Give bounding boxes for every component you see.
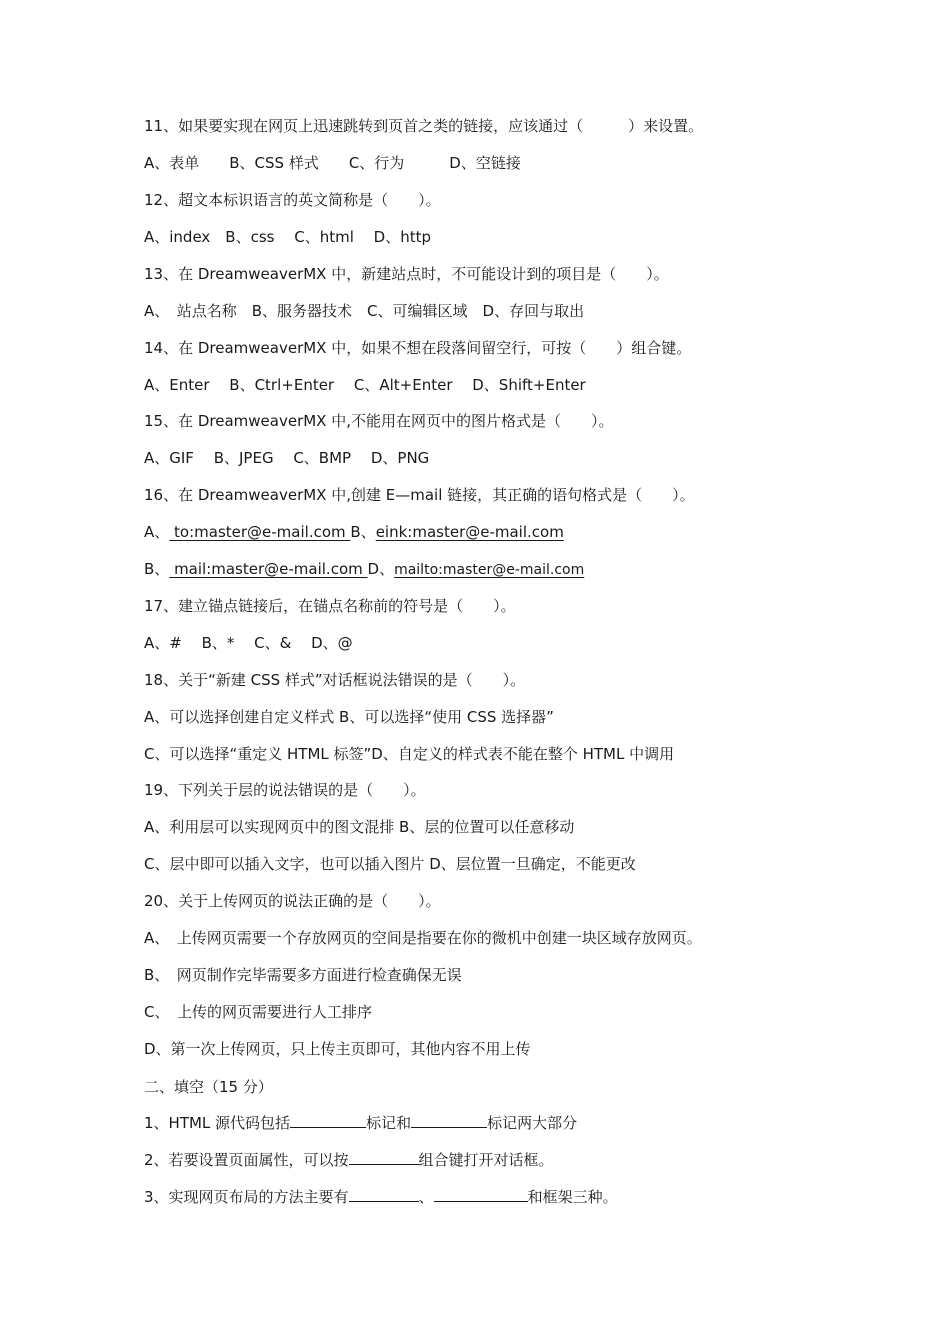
question-18-options-1: A、可以选择创建自定义样式 B、可以选择“使用 CSS 选择器” (144, 708, 554, 726)
question-12-stem: 12、超文本标识语言的英文简称是（ ）。 (144, 191, 441, 209)
question-20-option-d: D、第一次上传网页，只上传主页即可，其他内容不用上传 (144, 1040, 531, 1058)
option-d-prefix: D、 (367, 560, 395, 578)
question-13-options: A、 站点名称 B、服务器技术 C、可编辑区域 D、存回与取出 (144, 302, 585, 320)
question-17-stem: 17、建立锚点链接后，在锚点名称前的符号是（ ）。 (144, 597, 516, 615)
question-19-stem: 19、下列关于层的说法错误的是（ ）。 (144, 781, 426, 799)
question-20-option-a: A、 上传网页需要一个存放网页的空间是指要在你的微机中创建一块区域存放网页。 (144, 929, 702, 947)
question-11-options: A、表单 B、CSS 样式 C、行为 D、空链接 (144, 154, 521, 172)
question-15-options: A、GIF B、JPEG C、BMP D、PNG (144, 449, 430, 467)
fill-2-text-2: 组合键打开对话框。 (418, 1151, 554, 1169)
question-19-options-2: C、层中即可以插入文字，也可以插入图片 D、层位置一旦确定，不能更改 (144, 855, 636, 873)
question-11-stem: 11、如果要实现在网页上迅速跳转到页首之类的链接，应该通过（ ）来设置。 (144, 117, 704, 135)
fill-question-2 (144, 1149, 554, 1170)
fill-1-text-2: 标记和 (366, 1114, 412, 1132)
option-d-email: mailto:master@e-mail.com (394, 562, 585, 578)
question-18-options-2: C、可以选择“重定义 HTML 标签”D、自定义的样式表不能在整个 HTML 中调用 (144, 745, 675, 763)
question-20-option-c: C、 上传的网页需要进行人工排序 (144, 1003, 372, 1021)
question-14-stem: 14、在 DreamweaverMX 中，如果不想在段落间留空行，可按（ ）组合键。 (144, 339, 692, 357)
fill-1-blank-2 (411, 1112, 487, 1128)
fill-1-blank-1 (290, 1112, 366, 1128)
question-16-options-cd (144, 559, 584, 580)
question-19-options-1: A、利用层可以实现网页中的图文混排 B、层的位置可以任意移动 (144, 818, 575, 836)
fill-2-text-1: 2、若要设置页面属性，可以按 (144, 1151, 349, 1169)
option-c-prefix: B、 (144, 560, 170, 578)
option-c-email: mail:master@e-mail.com (169, 560, 368, 578)
fill-1-text-1: 1、HTML 源代码包括 (144, 1114, 291, 1132)
option-a-email: to:master@e-mail.com (169, 523, 351, 541)
question-14-options: A、Enter B、Ctrl+Enter C、Alt+Enter D、Shift+Enter (144, 376, 586, 394)
fill-2-blank-1 (349, 1149, 419, 1165)
option-b-prefix: B、 (350, 523, 376, 541)
fill-3-text-1: 3、实现网页布局的方法主要有 (144, 1188, 349, 1206)
option-a-prefix: A、 (144, 523, 170, 541)
question-15-stem: 15、在 DreamweaverMX 中,不能用在网页中的图片格式是（ ）。 (144, 412, 614, 430)
section-2-title: 二、填空（15 分） (144, 1078, 273, 1096)
question-16-stem: 16、在 DreamweaverMX 中,创建 E—mail 链接，其正确的语句格式是（ ）。 (144, 486, 695, 504)
option-b-email: eink:master@e-mail.com (375, 523, 564, 541)
question-17-options: A、# B、* C、& D、@ (144, 634, 353, 652)
question-12-options: A、index B、css C、html D、http (144, 228, 431, 246)
question-18-stem: 18、关于“新建 CSS 样式”对话框说法错误的是（ ）。 (144, 671, 526, 689)
question-20-stem: 20、关于上传网页的说法正确的是（ ）。 (144, 892, 441, 910)
fill-3-text-2: 、 (418, 1188, 434, 1206)
question-13-stem: 13、在 DreamweaverMX 中，新建站点时，不可能设计到的项目是（ ）。 (144, 265, 669, 283)
question-20-option-b: B、 网页制作完毕需要多方面进行检查确保无误 (144, 966, 462, 984)
fill-1-text-3: 标记两大部分 (487, 1114, 578, 1132)
question-16-options-ab (144, 522, 564, 542)
fill-3-blank-2 (434, 1186, 528, 1202)
fill-question-1 (144, 1112, 577, 1133)
fill-3-text-3: 和框架三种。 (527, 1188, 618, 1206)
fill-question-3 (144, 1186, 618, 1207)
fill-3-blank-1 (349, 1186, 419, 1202)
